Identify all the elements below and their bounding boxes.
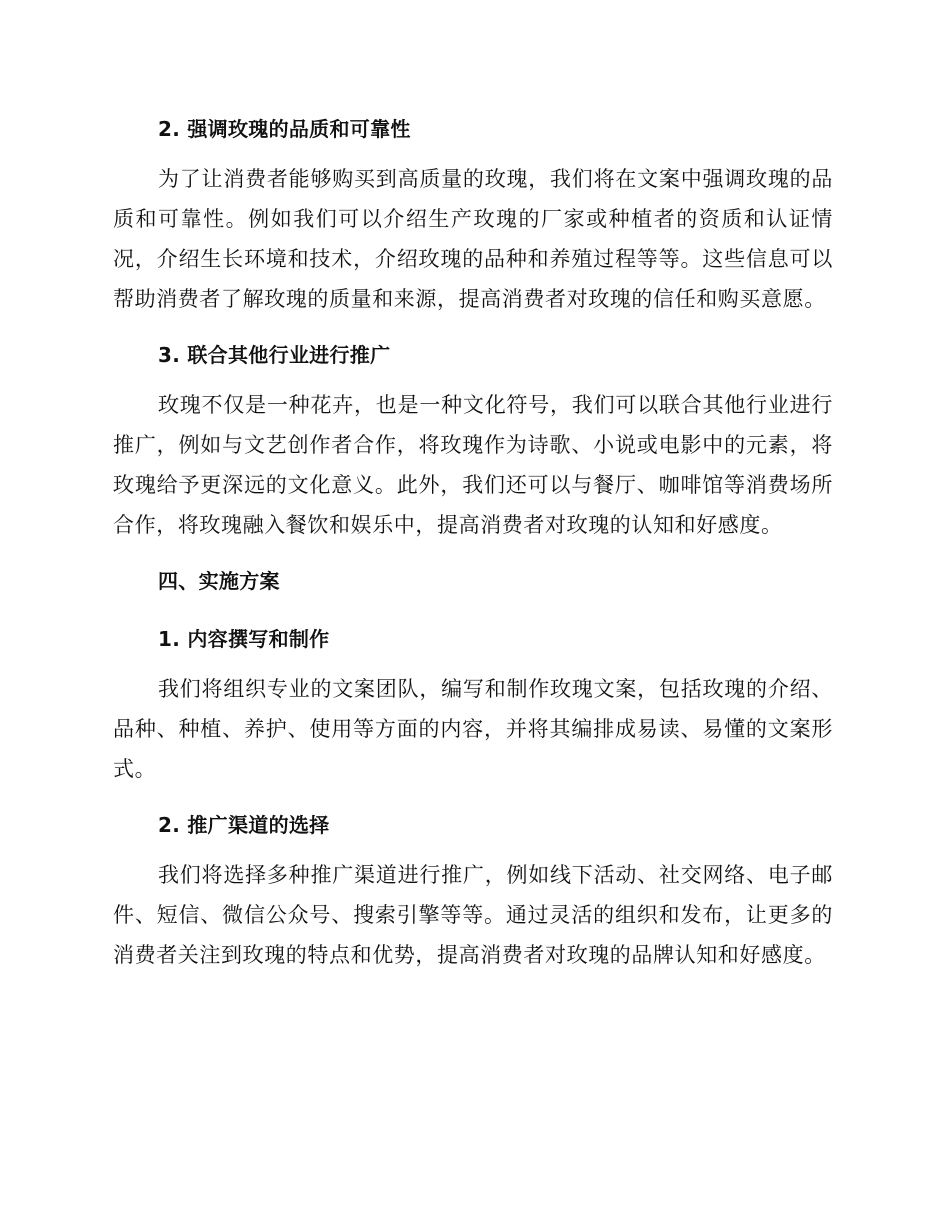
section-heading-channels: 2. 推广渠道的选择 (158, 813, 330, 837)
section-heading-cross-industry: 3. 联合其他行业进行推广 (158, 343, 391, 367)
section-heading-quality: 2. 强调玫瑰的品质和可靠性 (158, 117, 411, 141)
section-paragraph-quality: 为了让消费者能够购买到高质量的玫瑰，我们将在文案中强调玫瑰的品质和可靠性。例如我们可以介绍生产玫瑰的厂家或种植者的资质和认证情况，介绍生长环境和技术，介绍玫瑰的品种和养殖过程等等。这些信息可以帮助消费者了解玫瑰的质量和来源，提高消费者对玫瑰的信任和购买意愿。 (113, 167, 833, 311)
chapter-heading-implementation: 四、实施方案 (158, 569, 280, 593)
document-body (113, 113, 833, 975)
section-paragraph-content-writing: 我们将组织专业的文案团队，编写和制作玫瑰文案，包括玫瑰的介绍、品种、种植、养护、使用等方面的内容，并将其编排成易读、易懂的文案形式。 (113, 677, 833, 781)
section-heading-content-writing: 1. 内容撰写和制作 (158, 627, 330, 651)
section-paragraph-cross-industry: 玫瑰不仅是一种花卉，也是一种文化符号，我们可以联合其他行业进行推广，例如与文艺创作者合作，将玫瑰作为诗歌、小说或电影中的元素，将玫瑰给予更深远的文化意义。此外，我们还可以与餐厅、咖啡馆等消费场所合作，将玫瑰融入餐饮和娱乐中，提高消费者对玫瑰的认知和好感度。 (113, 393, 833, 537)
section-paragraph-channels: 我们将选择多种推广渠道进行推广，例如线下活动、社交网络、电子邮件、短信、微信公众号、搜索引擎等等。通过灵活的组织和发布，让更多的消费者关注到玫瑰的特点和优势，提高消费者对玫瑰的品牌认知和好感度。 (113, 863, 833, 967)
